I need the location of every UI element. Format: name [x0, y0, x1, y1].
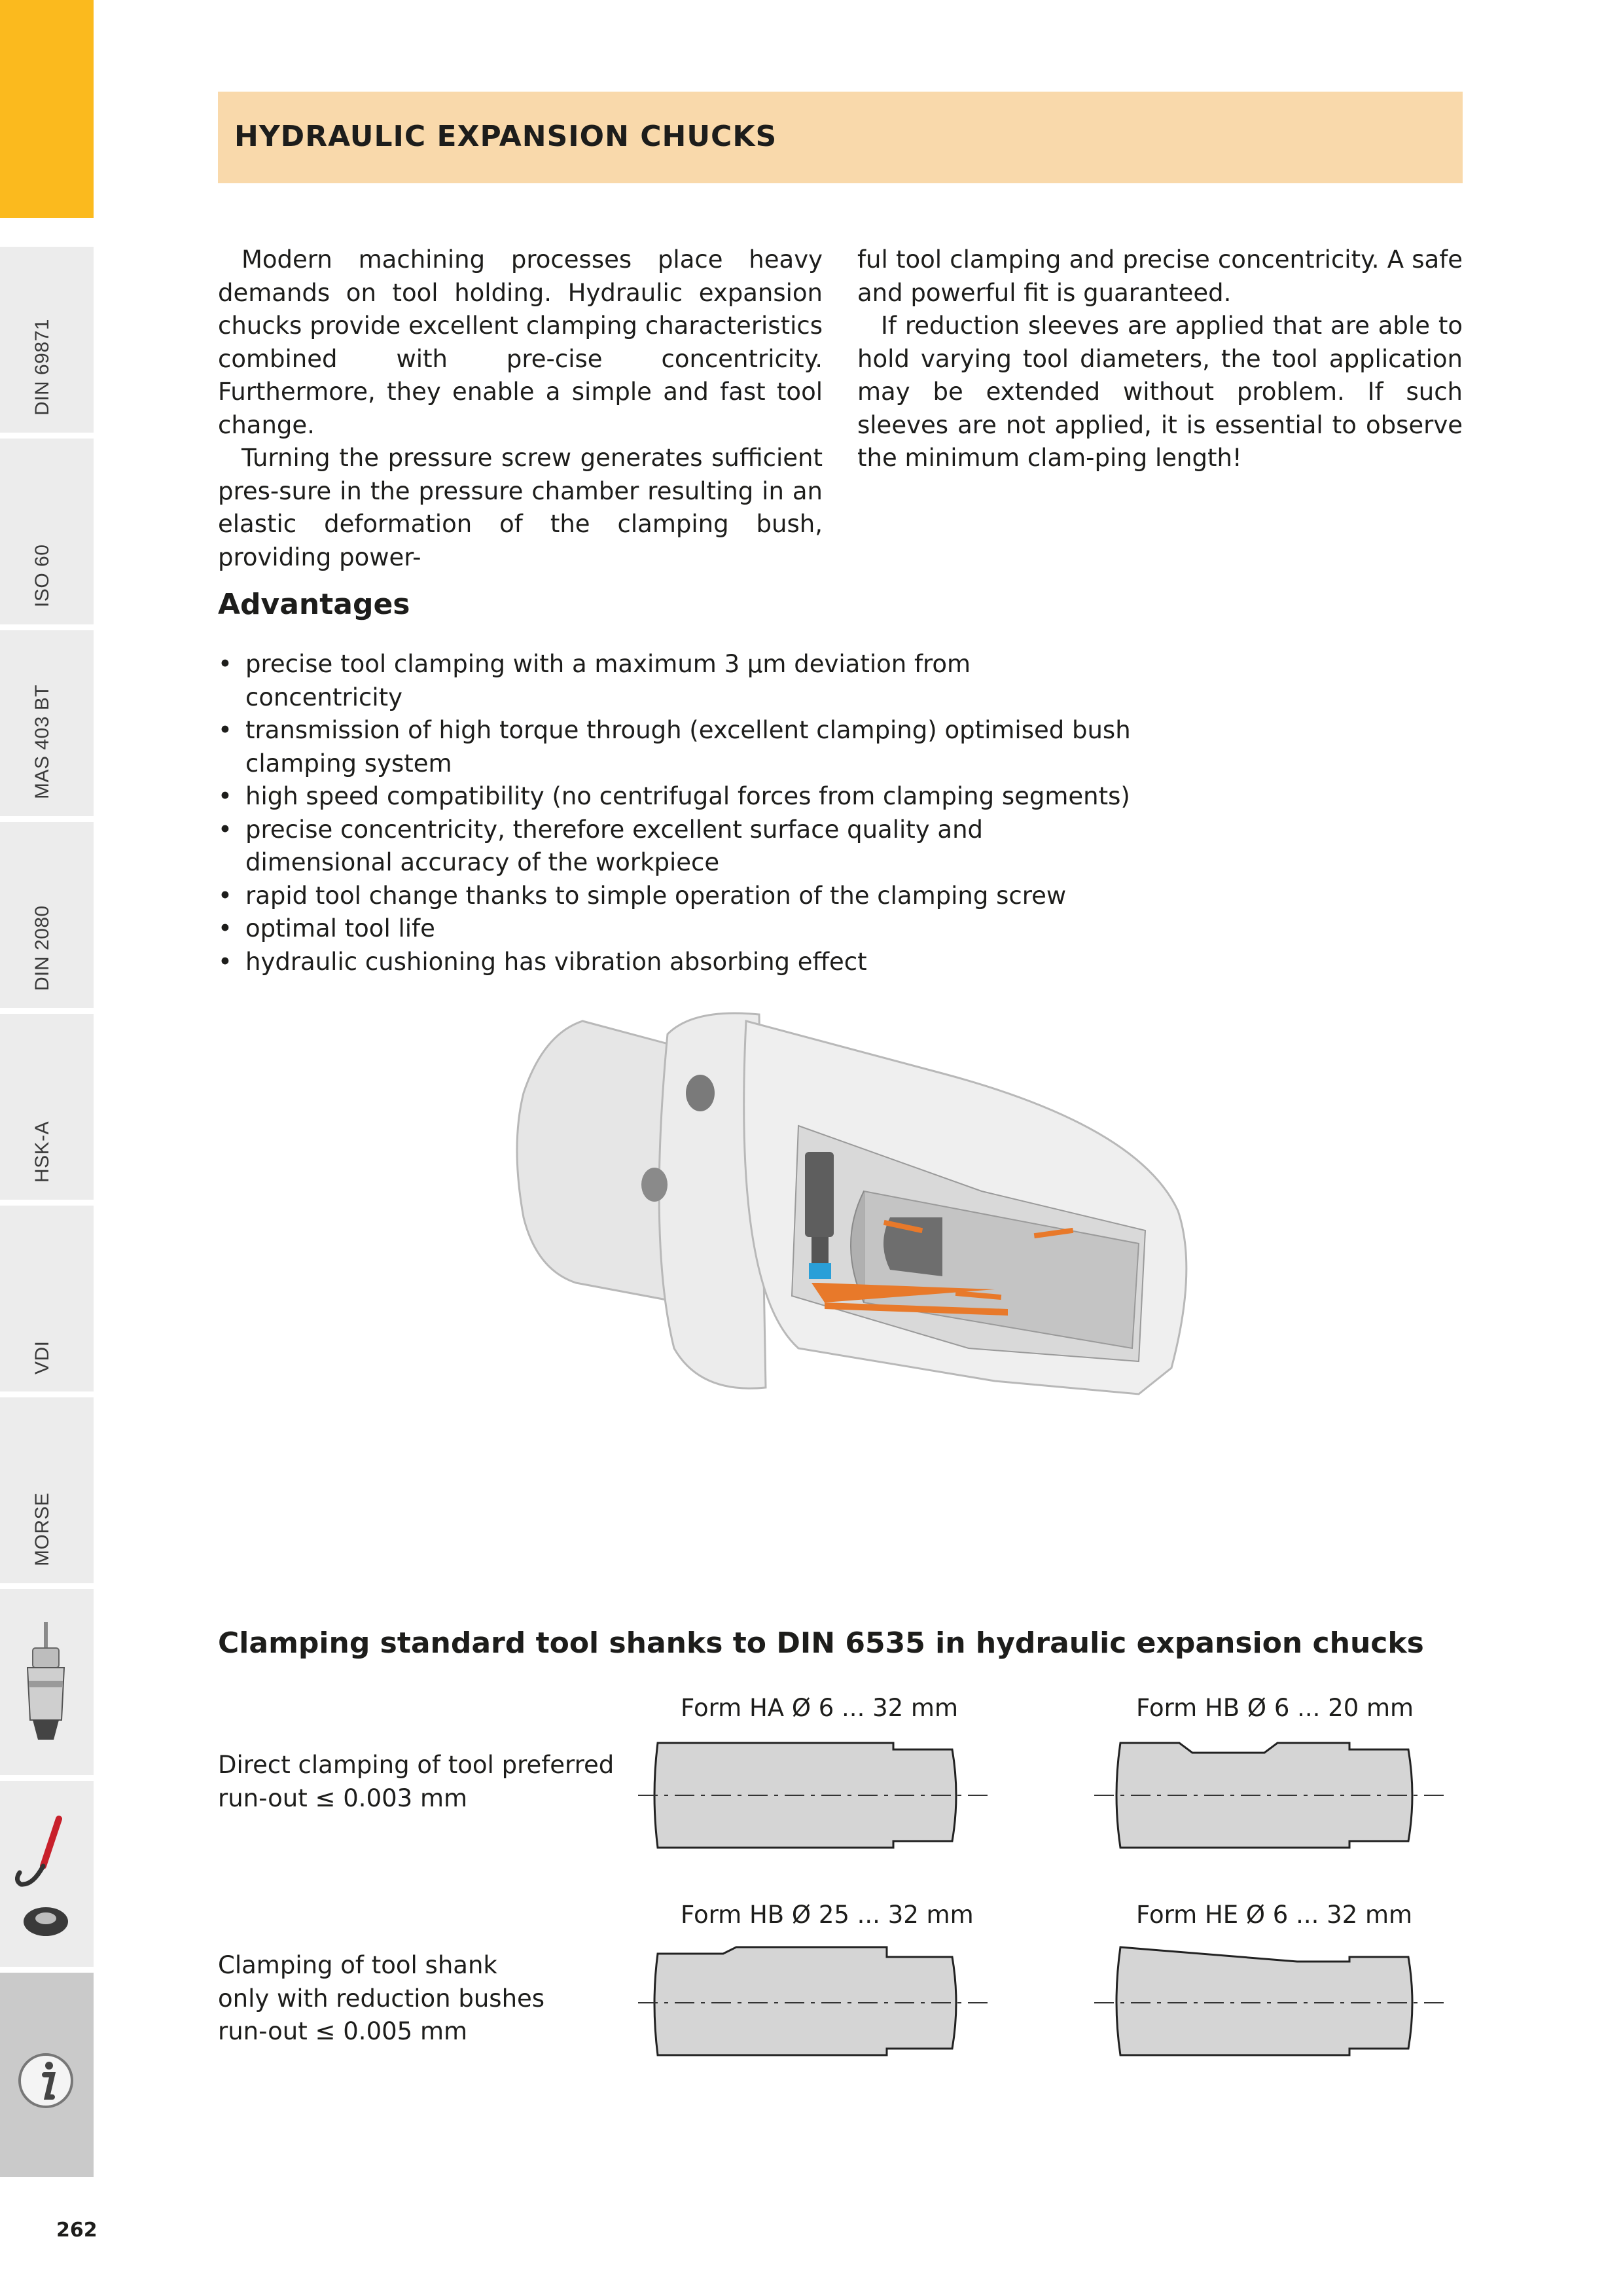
- form-label: Form HB Ø 25 ... 32 mm: [681, 1901, 974, 1929]
- sidebar-tab-label: DIN 69871: [31, 319, 53, 416]
- sidebar-tab-label: HSK-A: [31, 1121, 53, 1183]
- clamping-heading: Clamping standard tool shanks to DIN 6535 in hydraulic expansion chucks: [218, 1626, 1424, 1660]
- page-title: HYDRAULIC EXPANSION CHUCKS: [234, 120, 777, 153]
- intro-paragraph: ful tool clamping and precise concentricity. A safe and powerful fit is guaranteed.: [857, 245, 1463, 307]
- list-item: • optimal tool life: [218, 912, 1134, 946]
- shank-form-he-drawing: [1094, 1941, 1448, 2065]
- list-item: • hydraulic cushioning has vibration absorbing effect: [218, 946, 1134, 979]
- page-number: 262: [56, 2219, 98, 2242]
- sidebar-tab-din-2080[interactable]: [0, 822, 94, 1011]
- sidebar-accent-tab[interactable]: [0, 0, 94, 218]
- sidebar-tab-info[interactable]: [0, 1973, 94, 2179]
- sidebar-tab-label: ISO 60: [31, 544, 53, 607]
- list-item: • precise tool clamping with a maximum 3 µm deviation from concentricity: [218, 648, 1134, 714]
- intro-column-right: [857, 243, 1463, 475]
- intro-paragraph: Turning the pressure screw generates sufficient pres-sure in the pressure chamber resulting in an elastic deformation of the clamping bush, providing power-: [218, 444, 823, 571]
- intro-paragraph: Modern machining processes place heavy demands on tool holding. Hydraulic expansion chucks provide excellent clamping characteristics combined with pre-cise concentricity. Furthermore, they enable a simple and fast tool change.: [218, 245, 823, 439]
- description-line: run-out ≤ 0.003 mm: [218, 1784, 468, 1812]
- description-line: run-out ≤ 0.005 mm: [218, 2017, 468, 2045]
- sidebar-tab-label: DIN 2080: [31, 905, 53, 991]
- advantages-heading: Advantages: [218, 588, 410, 621]
- form-label: Form HE Ø 6 ... 32 mm: [1136, 1901, 1413, 1929]
- sidebar-tab-label: MAS 403 BT: [31, 684, 53, 799]
- sidebar-tab-hsk-a[interactable]: [0, 1014, 94, 1202]
- clamping-description: [218, 1749, 614, 1815]
- sidebar-tab-din-69871[interactable]: [0, 247, 94, 435]
- description-line: Clamping of tool shank: [218, 1951, 497, 1979]
- sidebar-tab-mas-403-bt[interactable]: [0, 630, 94, 819]
- list-item: • precise concentricity, therefore excellent surface quality and dimensional accuracy of the workpiece: [218, 814, 1134, 880]
- list-item: • high speed compatibility (no centrifugal forces from clamping segments): [218, 780, 1134, 814]
- shank-form-hb-drawing: [1094, 1733, 1448, 1857]
- description-line: only with reduction bushes: [218, 1984, 545, 2013]
- list-item: • rapid tool change thanks to simple operation of the clamping screw: [218, 880, 1134, 913]
- sidebar-tab-iso-60[interactable]: [0, 439, 94, 627]
- sidebar-tab-hook-wrench[interactable]: [0, 1781, 94, 1969]
- clamping-description: [218, 1949, 544, 2049]
- sidebar-tab-drill-chuck[interactable]: [0, 1589, 94, 1778]
- shank-form-ha-drawing: [638, 1733, 991, 1857]
- sidebar-tab-vdi[interactable]: [0, 1206, 94, 1394]
- drill-chuck-icon: [13, 1615, 79, 1753]
- sidebar-tab-morse[interactable]: [0, 1397, 94, 1586]
- info-icon: [13, 2012, 79, 2149]
- list-item: • transmission of high torque through (excellent clamping) optimised bush clamping system: [218, 714, 1134, 780]
- intro-paragraph: If reduction sleeves are applied that are able to hold varying tool diameters, the tool application may be extended without problem. If such sleeves are not applied, it is essential to observe the minimum clam-ping length!: [857, 312, 1463, 472]
- description-line: Direct clamping of tool preferred: [218, 1751, 615, 1779]
- advantages-list: [218, 648, 1134, 978]
- hydraulic-chuck-illustration: [484, 995, 1204, 1414]
- form-label: Form HA Ø 6 ... 32 mm: [681, 1694, 959, 1722]
- hook-wrench-icon: [13, 1807, 79, 1945]
- shank-form-hb-large-drawing: [638, 1941, 991, 2065]
- sidebar-tab-label: MORSE: [31, 1492, 53, 1566]
- sidebar: [0, 0, 94, 2179]
- sidebar-tab-label: VDI: [31, 1340, 53, 1374]
- intro-column-left: [218, 243, 823, 574]
- form-label: Form HB Ø 6 ... 20 mm: [1136, 1694, 1414, 1722]
